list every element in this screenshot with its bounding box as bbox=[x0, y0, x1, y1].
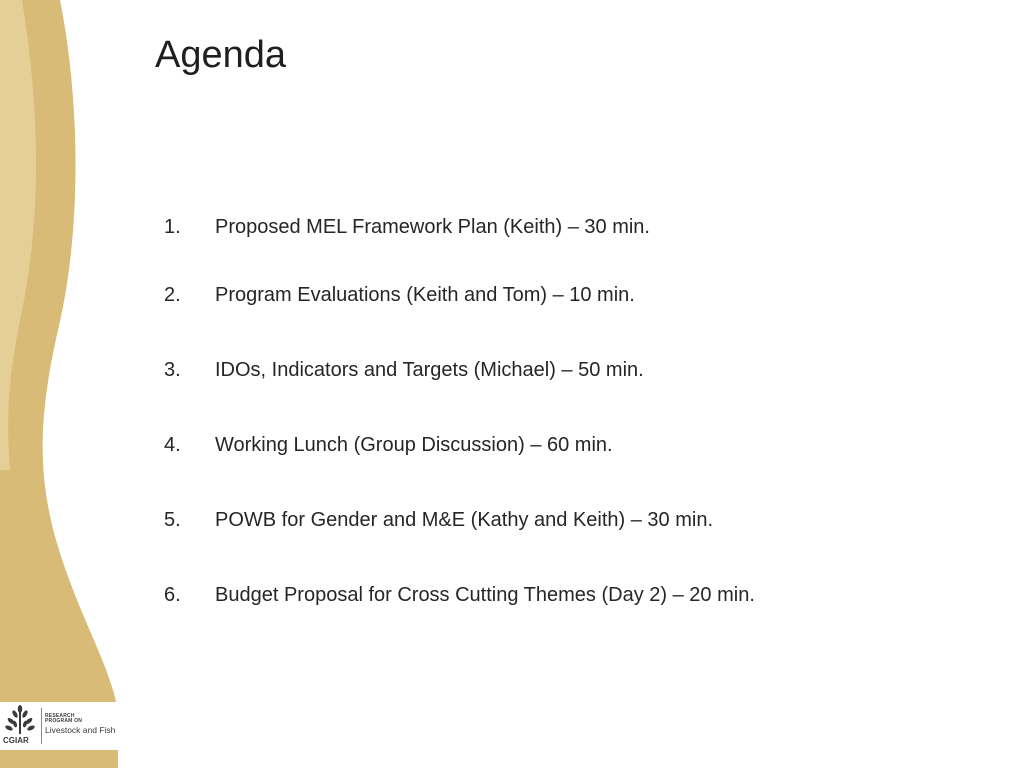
agenda-item-text: Budget Proposal for Cross Cutting Themes (Day 2) – 20 min. bbox=[215, 584, 755, 606]
logo-divider bbox=[41, 708, 42, 744]
agenda-item-number: 2. bbox=[164, 284, 181, 306]
agenda-item-text: Proposed MEL Framework Plan (Keith) – 30 min. bbox=[215, 216, 650, 238]
cgiar-wordmark: CGIAR bbox=[3, 736, 29, 745]
cgiar-logo bbox=[0, 702, 124, 750]
agenda-item-5 bbox=[164, 509, 713, 532]
agenda-item-number: 6. bbox=[164, 584, 181, 606]
agenda-item-4 bbox=[164, 434, 613, 457]
agenda-item-text: POWB for Gender and M&E (Kathy and Keith) – 30 min. bbox=[215, 509, 714, 531]
logo-line-program-name: Livestock and Fish bbox=[45, 725, 116, 735]
logo-text bbox=[45, 714, 115, 735]
agenda-item-number: 1. bbox=[164, 216, 181, 238]
logo-line-research: RESEARCH bbox=[45, 713, 75, 719]
agenda-item-number: 3. bbox=[164, 359, 181, 381]
slide-title: Agenda bbox=[155, 34, 287, 76]
logo-line-program: PROGRAM ON bbox=[45, 718, 82, 724]
agenda-item-text: Working Lunch (Group Discussion) – 60 min. bbox=[215, 434, 613, 456]
agenda-item-text: IDOs, Indicators and Targets (Michael) – 50 min. bbox=[215, 359, 644, 381]
agenda-item-1 bbox=[164, 216, 650, 239]
agenda-item-6 bbox=[164, 584, 755, 607]
agenda-item-2 bbox=[164, 284, 635, 307]
agenda-item-3 bbox=[164, 359, 644, 382]
agenda-item-number: 4. bbox=[164, 434, 181, 456]
agenda-item-number: 5. bbox=[164, 509, 181, 531]
agenda-item-text: Program Evaluations (Keith and Tom) – 10 min. bbox=[215, 284, 635, 306]
